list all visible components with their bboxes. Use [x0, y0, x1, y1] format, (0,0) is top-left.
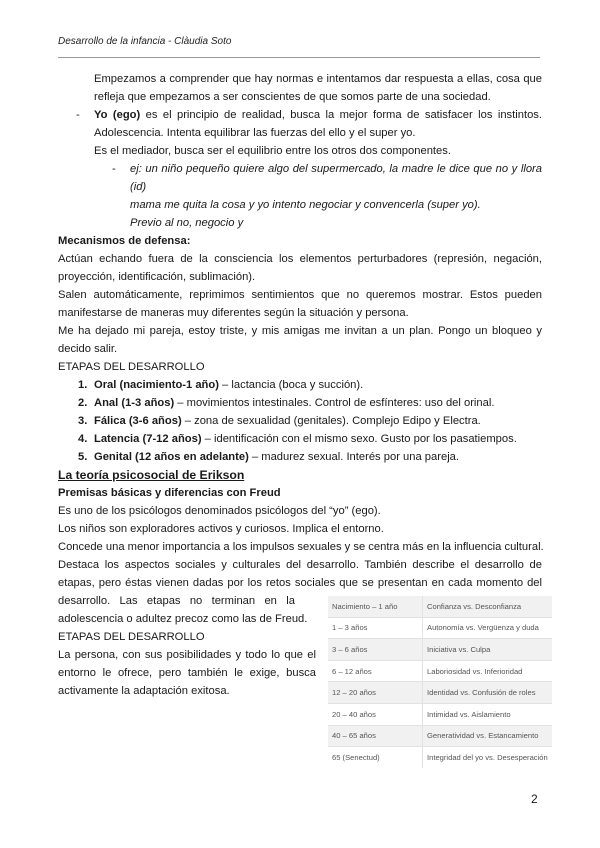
- erikson-p-line-1: Destaca los aspectos sociales y culturales del desarrollo. También describe el desarrollo de: [58, 559, 542, 571]
- table-cell-conflict: Autonomía vs. Vergüenza y duda: [423, 617, 553, 639]
- yo-bullet: -: [76, 109, 80, 121]
- example-line-3: mama me quita la cosa y yo intento negociar y convencerla (super yo).: [130, 199, 481, 211]
- yo-line-1-text: es el principio de realidad, busca la mejor forma de satisfacer los instintos.: [140, 109, 542, 121]
- stage-desc: – madurez sexual. Interés por una pareja.: [248, 451, 460, 463]
- table-cell-age: Nacimiento – 1 año: [328, 596, 423, 617]
- yo-line-2: Adolescencia. Intenta equilibrar las fuerzas del ello y el super yo.: [94, 127, 416, 139]
- table-cell-conflict: Intimidad vs. Aislamiento: [423, 703, 553, 725]
- etapas-erikson-line-1: La persona, con sus posibilidades y todo lo que el: [58, 649, 316, 661]
- table-row: [328, 747, 552, 768]
- table-cell-age: 20 – 40 años: [328, 703, 423, 725]
- etapas-erikson-line-2: entorno le ofrece, pero también le exige, busca: [58, 667, 316, 679]
- etapas-erikson-title: ETAPAS DEL DESARROLLO: [58, 631, 205, 643]
- stage-item: [94, 430, 517, 448]
- stage-item: [94, 448, 459, 466]
- table-row: [328, 703, 552, 725]
- intro-line-2: refleja que empezamos a ser conscientes de que somos parte de una sociedad.: [94, 91, 491, 103]
- table-row: [328, 639, 552, 661]
- etapas-erikson-line-3: activamente la adaptación exitosa.: [58, 685, 230, 697]
- example-line-1: ej: un niño pequeño quiere algo del supermercado, la madre le dice que no y llora: [130, 163, 542, 175]
- table-header-row: [328, 596, 552, 617]
- stage-desc: – zona de sexualidad (genitales). Complejo Edipo y Electra.: [181, 415, 481, 427]
- stage-term: Fálica (3-6 años): [94, 415, 182, 427]
- stage-number: 4.: [78, 433, 88, 445]
- defensa-title: Mecanismos de defensa:: [58, 235, 191, 247]
- erikson-line-3: Concede una menor importancia a los impulsos sexuales y se centra más en la influencia cultural.: [58, 541, 544, 553]
- defensa-p1-line-2: proyección, identificación, sublimación).: [58, 271, 256, 283]
- erikson-p-line-3: desarrollo. Las etapas no terminan en la: [58, 595, 295, 607]
- stage-term: Genital (12 años en adelante): [94, 451, 249, 463]
- stage-number: 2.: [78, 397, 88, 409]
- example-bullet: -: [112, 163, 116, 175]
- defensa-p2-line-2: manifestarse de maneras muy diferentes según la situación y persona.: [58, 307, 409, 319]
- yo-line-3: Es el mediador, busca ser el equilibrio entre los otros dos componentes.: [94, 145, 451, 157]
- etapas-title: ETAPAS DEL DESARROLLO: [58, 361, 205, 373]
- stage-number: 5.: [78, 451, 88, 463]
- stage-term: Latencia (7-12 años): [94, 433, 202, 445]
- defensa-p3-line-2: decido salir.: [58, 343, 118, 355]
- yo-line-1: [94, 106, 542, 124]
- table-cell-conflict: Laboriosidad vs. Inferioridad: [423, 660, 553, 682]
- table-cell-conflict: Iniciativa vs. Culpa: [423, 639, 553, 661]
- stage-number: 3.: [78, 415, 88, 427]
- example-line-2: (id): [130, 181, 147, 193]
- erikson-p-line-2: etapas, pero éstas vienen dadas por los retos sociales que se presentan en cada momento del: [58, 577, 542, 589]
- table-row: [328, 617, 552, 639]
- stage-term: Anal (1-3 años): [94, 397, 175, 409]
- page-number: 2: [531, 792, 538, 806]
- stage-number: 1.: [78, 379, 88, 391]
- intro-line-1: Empezamos a comprender que hay normas e intentamos dar respuesta a ellas, cosa que: [94, 73, 542, 85]
- stage-term: Oral (nacimiento-1 año): [94, 379, 219, 391]
- table-cell-age: 3 – 6 años: [328, 639, 423, 661]
- erikson-line-1: Es uno de los psicólogos denominados psicólogos del “yo” (ego).: [58, 505, 381, 517]
- running-header: Desarrollo de la infancia - Clàudia Soto: [58, 36, 232, 47]
- stage-item: [94, 394, 494, 412]
- erikson-stages-table: [328, 596, 552, 768]
- stage-item: [94, 376, 363, 394]
- stage-item: [94, 412, 481, 430]
- table-cell-age: 65 (Senectud): [328, 747, 423, 768]
- stage-desc: – identificación con el mismo sexo. Gusto por los pasatiempos.: [201, 433, 517, 445]
- table-cell-conflict: Confianza vs. Desconfianza: [423, 596, 553, 617]
- header-rule: [58, 57, 540, 58]
- yo-term: Yo (ego): [94, 109, 141, 121]
- erikson-line-2: Los niños son exploradores activos y curiosos. Implica el entorno.: [58, 523, 384, 535]
- example-line-4: Previo al no, negocio y: [130, 217, 244, 229]
- defensa-p3-line-1: Me ha dejado mi pareja, estoy triste, y mis amigas me invitan a un plan. Pongo un bloqueo y: [58, 325, 542, 337]
- table-row: [328, 725, 552, 747]
- table-row: [328, 682, 552, 704]
- defensa-p1-line-1: Actúan echando fuera de la consciencia los elementos perturbadores (represión, negación,: [58, 253, 542, 265]
- table-row: [328, 660, 552, 682]
- table-cell-conflict: Generatividad vs. Estancamiento: [423, 725, 553, 747]
- table-cell-age: 12 – 20 años: [328, 682, 423, 704]
- erikson-p-line-4: adolescencia o adultez precoz como las de Freud.: [58, 613, 308, 625]
- erikson-subtitle: Premisas básicas y diferencias con Freud: [58, 487, 281, 499]
- stage-desc: – lactancia (boca y succión).: [218, 379, 364, 391]
- table-cell-age: 40 – 65 años: [328, 725, 423, 747]
- table-cell-conflict: Identidad vs. Confusión de roles: [423, 682, 553, 704]
- defensa-p2-line-1: Salen automáticamente, reprimimos sentimientos que no queremos mostrar. Estos pueden: [58, 289, 542, 301]
- stage-desc: – movimientos intestinales. Control de esfínteres: uso del orinal.: [174, 397, 495, 409]
- table-cell-age: 1 – 3 años: [328, 617, 423, 639]
- table-cell-age: 6 – 12 años: [328, 660, 423, 682]
- table-cell-conflict: Integridad del yo vs. Desesperación: [423, 747, 553, 768]
- erikson-title: La teoría psicosocial de Erikson: [58, 468, 245, 482]
